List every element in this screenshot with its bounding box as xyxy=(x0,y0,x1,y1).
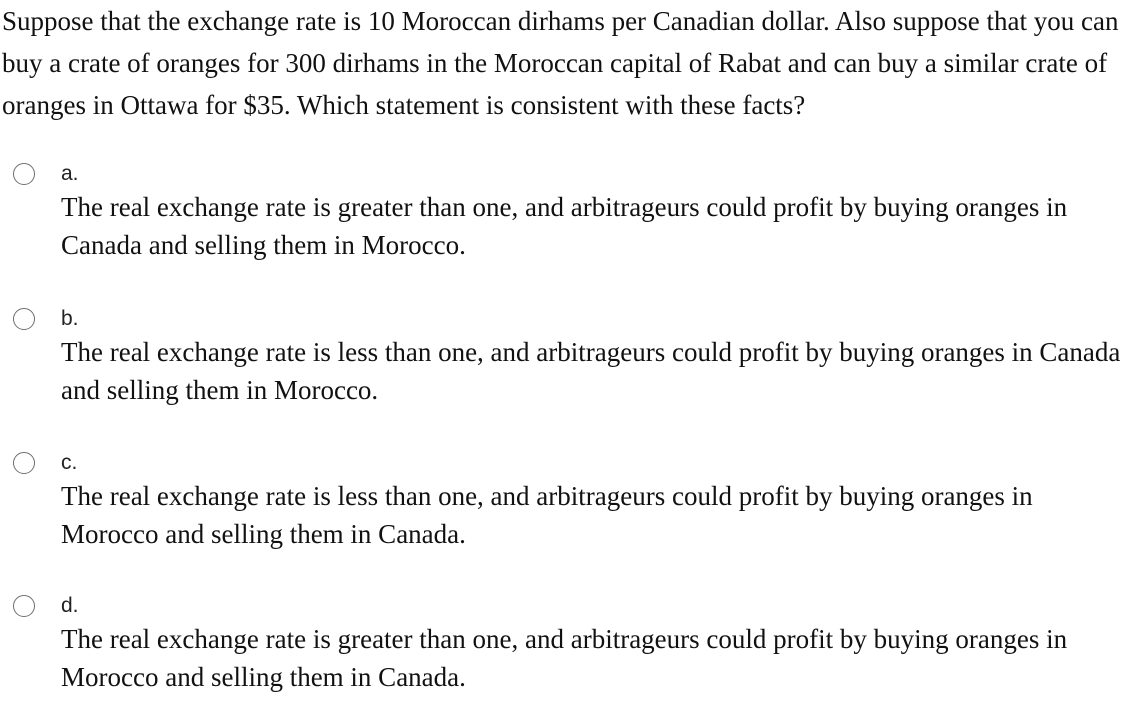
answer-option-b[interactable] xyxy=(0,301,1140,431)
option-text-d[interactable]: The real exchange rate is greater than one, and arbitrageurs could profit by buying oranges in Morocco and selling them in Canada. xyxy=(61,624,1068,692)
radio-button-a[interactable] xyxy=(13,163,35,185)
option-text-c[interactable]: The real exchange rate is less than one, and arbitrageurs could profit by buying oranges in Morocco and selling them in Canada. xyxy=(61,481,1033,549)
option-text-a[interactable]: The real exchange rate is greater than one, and arbitrageurs could profit by buying oranges in Canada and selling them in Morocco. xyxy=(61,192,1068,260)
radio-button-d[interactable] xyxy=(13,595,35,617)
radio-button-c[interactable] xyxy=(13,452,35,474)
option-letter-b: b. xyxy=(61,307,79,330)
answer-option-d[interactable] xyxy=(0,588,1140,718)
radio-button-b[interactable] xyxy=(13,308,35,330)
question-text: Suppose that the exchange rate is 10 Moroccan dirhams per Canadian dollar. Also suppose that you can buy a crate of oranges for 300 dirhams in the Moroccan capital of Rabat and can buy a similar crate of oranges in Ottawa for $35. Which statement is consistent with these facts? xyxy=(2,6,1119,120)
option-text-b[interactable]: The real exchange rate is less than one, and arbitrageurs could profit by buying oranges in Canada and selling them in Morocco. xyxy=(61,337,1121,405)
answer-option-a[interactable] xyxy=(0,156,1140,286)
option-letter-d: d. xyxy=(61,594,79,617)
option-letter-a: a. xyxy=(61,162,79,185)
answer-option-c[interactable] xyxy=(0,445,1140,575)
option-letter-c: c. xyxy=(61,451,78,474)
